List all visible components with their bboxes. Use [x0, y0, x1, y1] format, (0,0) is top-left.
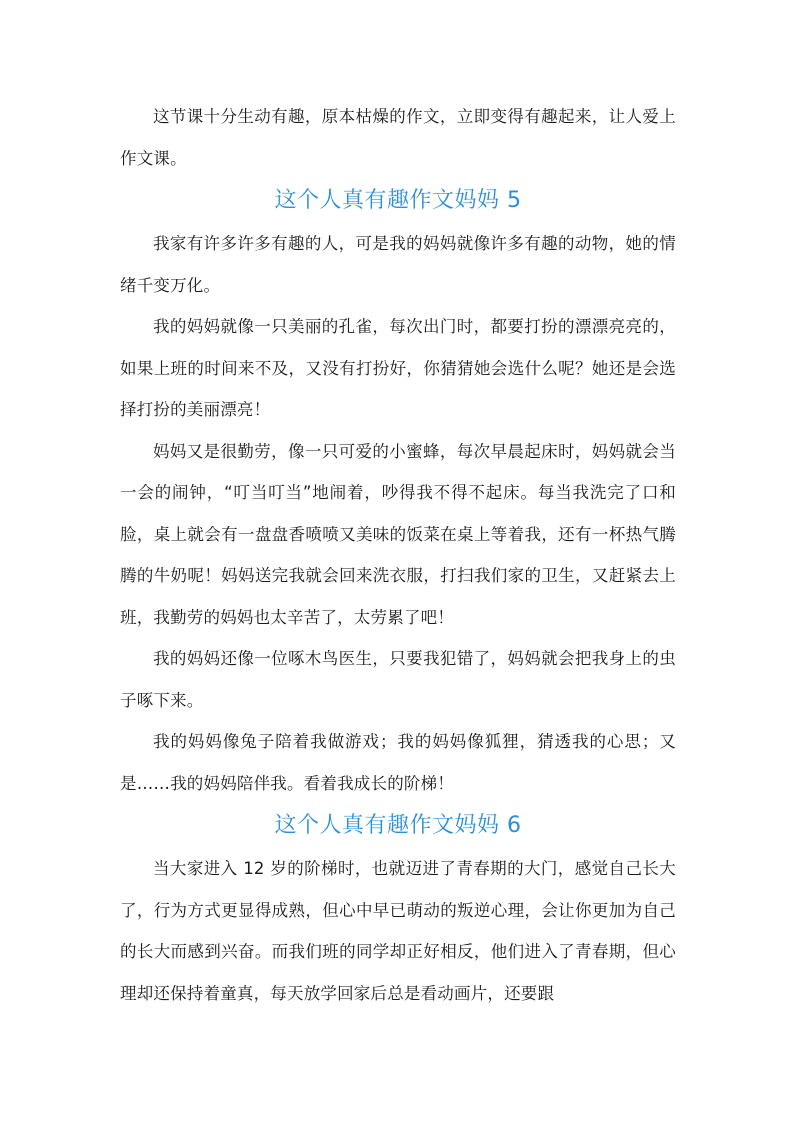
paragraph: 这节课十分生动有趣，原本枯燥的作文，立即变得有趣起来，让人爱上作文课。 [120, 107, 676, 168]
paragraph: 当大家进入 12 岁的阶梯时，也就迈进了青春期的大门，感觉自己长大了，行为方式更显得成熟，但心中早已萌动的叛逆心理，会让你更加为自己的长大而感到兴奋。而我们班的同学却正好相反，他们进入了青春期，但心理却还保持着童真，每天放学回家后总是看动画片，还要跟 [120, 859, 676, 1003]
document-page [120, 96, 676, 1014]
paragraph: 我的妈妈还像一位啄木鸟医生，只要我犯错了，妈妈就会把我身上的虫子啄下来。 [120, 649, 676, 710]
section-heading: 这个人真有趣作文妈妈 6 [274, 813, 522, 838]
section-heading: 这个人真有趣作文妈妈 5 [274, 188, 522, 213]
paragraph: 妈妈又是很勤劳，像一只可爱的小蜜蜂，每次早晨起床时，妈妈就会当一会的闹钟，“叮当叮当”地闹着，吵得我不得不起床。每当我洗完了口和脸，桌上就会有一盘盘香喷喷又美味的饭菜在桌上等着我，还有一杯热气腾腾的牛奶呢！妈妈送完我就会回来洗衣服，打扫我们家的卫生，又赶紧去上班，我勤劳的妈妈也太辛苦了，太劳累了吧！ [120, 441, 676, 627]
paragraph: 我家有许多许多有趣的人，可是我的妈妈就像许多有趣的动物，她的情绪千变万化。 [120, 234, 676, 295]
paragraph: 我的妈妈就像一只美丽的孔雀，每次出门时，都要打扮的漂漂亮亮的，如果上班的时间来不及，又没有打扮好，你猜猜她会选什么呢？她还是会选择打扮的美丽漂亮！ [120, 317, 676, 419]
paragraph: 我的妈妈像兔子陪着我做游戏；我的妈妈像狐狸，猜透我的心思；又是……我的妈妈陪伴我。看着我成长的阶梯！ [120, 732, 676, 793]
